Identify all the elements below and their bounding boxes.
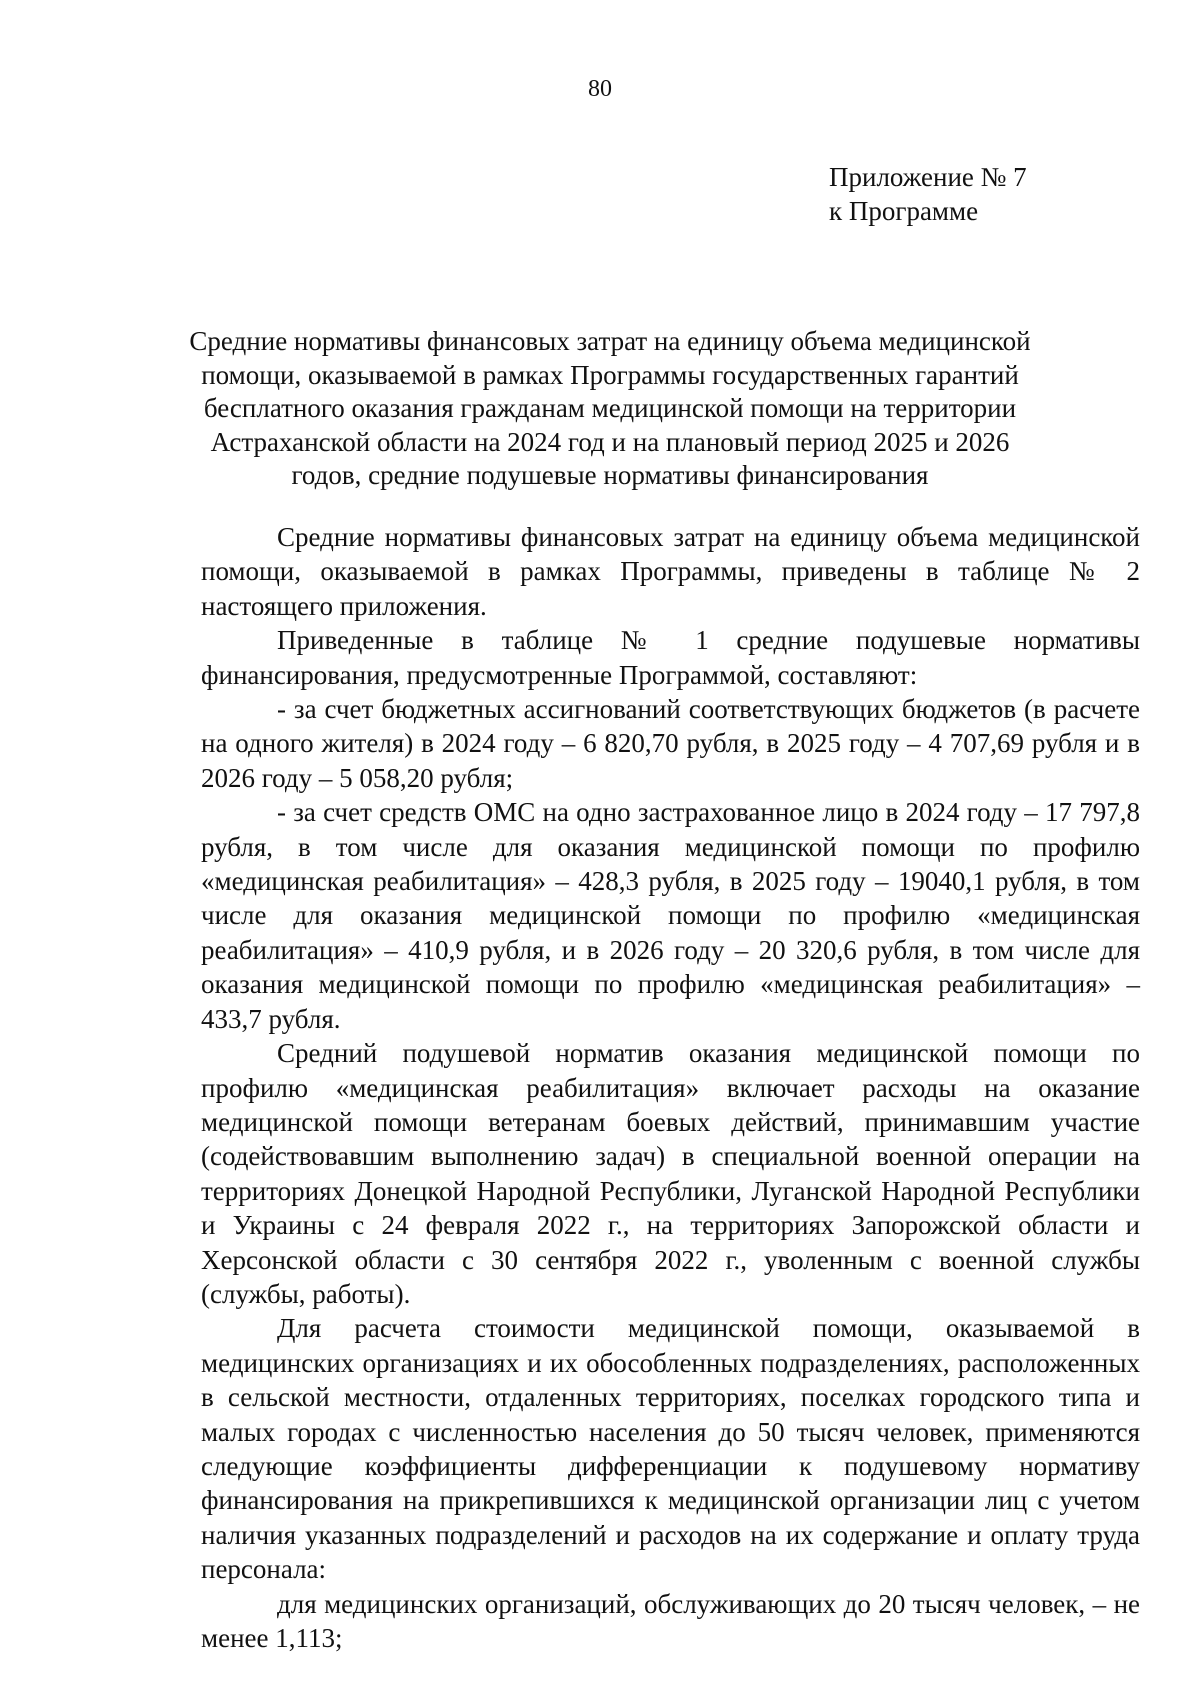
appendix-header [829, 160, 1027, 228]
paragraph: Средний подушевой норматив оказания медицинской помощи по профилю «медицинская реабилитация» включает расходы на оказание медицинской помощи ветеранам боевых действий, принимавшим участие (содействовавшим выполнению задач) в специальной военной операции на территориях Донецкой Народной Республики, Луганской Народной Республики и Украины с 24 февраля 2022 г., на территориях Запорожской области и Херсонской области с 30 сентября 2022 г., уволенным с военной службы (службы, работы). [201, 1038, 1140, 1309]
body-text [201, 520, 1140, 1655]
paragraph: Средние нормативы финансовых затрат на единицу объема медицинской помощи, оказываемой в рамках Программы, приведены в таблице № 2 настоящего приложения. [201, 522, 1140, 621]
paragraph: - за счет средств ОМС на одно застрахованное лицо в 2024 году – 17 797,8 рубля, в том числе для оказания медицинской помощи по профилю «медицинская реабилитация» – 428,3 рубля, в 2025 году – 19040,1 рубля, в том числе для оказания медицинской помощи по профилю «медицинская реабилитация» – 410,9 рубля, и в 2026 году – 20 320,6 рубля, в том числе для оказания медицинской помощи по профилю «медицинская реабилитация» – 433,7 рубля. [201, 797, 1140, 1034]
paragraph: Приведенные в таблице № 1 средние подушевые нормативы финансирования, предусмотренные Программой, составляют: [201, 625, 1140, 690]
document-title: Средние нормативы финансовых затрат на единицу объема медицинской помощи, оказываемой в рамках Программы государственных гарантий бесплатного оказания гражданам медицинской помощи на территории Астраханской области на 2024 год и на плановый период 2025 и 2026 годов, средние подушевые нормативы финансирования [189, 326, 1031, 491]
paragraph: для медицинских организаций, обслуживающих до 20 тысяч человек, – не менее 1,113; [201, 1588, 1140, 1653]
paragraph: Для расчета стоимости медицинской помощи, оказываемой в медицинских организациях и их обособленных подразделениях, расположенных в сельской местности, отдаленных территориях, поселках городского типа и малых городах с численностью населения до 50 тысяч человек, применяются следующие коэффициенты дифференциации к подушевому нормативу финансирования на прикрепившихся к медицинской организации лиц с учетом наличия указанных подразделений и расходов на их содержание и оплату труда персонала: [201, 1313, 1140, 1585]
appendix-number: Приложение № 7 [829, 162, 1027, 192]
paragraph: - за счет бюджетных ассигнований соответствующих бюджетов (в расчете на одного жителя) в 2024 году – 6 820,70 рубля, в 2025 году – 4 707,69 рубля и в 2026 году – 5 058,20 рубля; [201, 694, 1140, 793]
page-number: 80 [588, 76, 612, 102]
appendix-reference: к Программе [829, 196, 979, 226]
